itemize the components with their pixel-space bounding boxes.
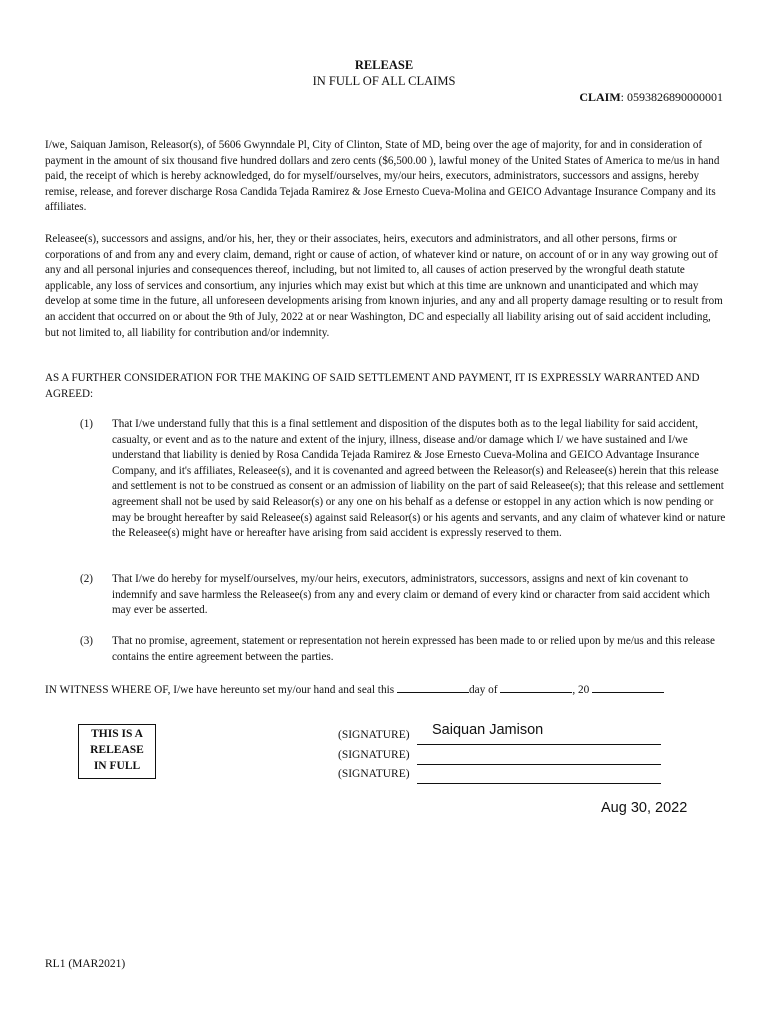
signature-line-2[interactable]: [417, 749, 661, 765]
claim-number: [579, 90, 723, 105]
condition-number: (1): [80, 418, 93, 430]
signature-label: (SIGNATURE): [338, 749, 410, 761]
condition-item: [80, 572, 728, 619]
signature-label: (SIGNATURE): [338, 729, 410, 741]
signature-line-3[interactable]: [417, 768, 661, 784]
condition-text: That I/we do hereby for myself/ourselves, my/our heirs, executors, administrators, successors, assigns and next of kin covenant to indemnify and save harmless the Releasee(s) from any and every claim or demand of every kind or character from said accident which may ever be asserted.: [112, 573, 710, 617]
paragraph-release-consideration: I/we, Saiquan Jamison, Releasor(s), of 5606 Gwynndale Pl, City of Clinton, State of MD, being over the age of majority, for and in consideration of payment in the amount of six thousand five hundred dollars and zero cents ($6,500.00 ), lawful money of the United States of America to me/us in hand paid, the receipt of which is hereby acknowledged, do for myself/ourselves, my/our heirs, executors, administrators, successors and assigns, hereby remise, release, and forever discharge Rosa Candida Tejada Ramirez & Jose Ernesto Cueva-Molina and GEICO Advantage Insurance Company and its affiliates.: [45, 139, 720, 214]
witness-text: IN WITNESS WHERE OF, I/we have hereunto set my/our hand and seal this: [45, 684, 395, 696]
document-subtitle: IN FULL OF ALL CLAIMS: [312, 74, 456, 88]
signed-date: Aug 30, 2022: [601, 800, 688, 816]
claim-label: CLAIM: [579, 90, 621, 104]
year-prefix-text: , 20: [572, 684, 590, 696]
signature-label: (SIGNATURE): [338, 768, 410, 780]
condition-item: [80, 634, 728, 665]
witness-line: [45, 681, 664, 698]
document-title: RELEASE: [354, 58, 414, 72]
condition-item: [80, 417, 728, 542]
condition-text: That no promise, agreement, statement or representation not herein expressed has been made to or relied upon by me/us and this release contains the entire agreement between the parties.: [112, 635, 715, 663]
condition-number: (2): [80, 573, 93, 585]
release-box-line: RELEASE: [90, 744, 144, 756]
release-in-full-box: [78, 724, 156, 779]
year-blank[interactable]: [592, 681, 664, 693]
paragraph-releasees: Releasee(s), successors and assigns, and/or his, her, they or their associates, heirs, executors and administrators, and all other persons, firms or corporations of and from any and every claim, demand, right or cause of action, of whatever kind or nature, on account of or in any way growing out of any and all personal injuries and consequences thereof, including, but not limited to, all causes of action preserved by the wrongful death statute applicable, any loss of services and consortium, any injuries which may exist but which at this time are unknown and unanticipated and which may develop at some time in the future, all unforeseen developments arising from known injuries, and any and all property damage resulting or to result from an accident that occurred on or about the 9th of July, 2022 at or near Washington, DC and especially all liability arising out of said accident including, but not limited to, all liability for contribution and/or indemnity.: [45, 233, 723, 339]
release-box-line: IN FULL: [93, 760, 141, 772]
form-code: RL1 (MAR2021): [45, 958, 126, 970]
paragraph-further-consideration: AS A FURTHER CONSIDERATION FOR THE MAKING OF SAID SETTLEMENT AND PAYMENT, IT IS EXPRESSLY WARRANTED AND AGREED:: [45, 372, 700, 400]
day-of-text: day of: [468, 684, 498, 696]
release-box-line: THIS IS A: [91, 728, 143, 740]
condition-number: (3): [80, 635, 93, 647]
month-blank[interactable]: [500, 681, 572, 693]
claim-value: : 0593826890000001: [620, 90, 723, 104]
day-blank[interactable]: [397, 681, 469, 693]
signer-name: Saiquan Jamison: [432, 722, 544, 738]
condition-text: That I/we understand fully that this is a final settlement and disposition of the disputes both as to the legal liability for said accident, casualty, or event and as to the nature and extent of the injury, illness, disease and/or damage which I/ we have sustained and I/we understand that liability is denied by Rosa Candida Tejada Ramirez & Jose Ernesto Cueva-Molina and GEICO Advantage Insurance Company, and it's affiliates, Releasee(s), and it is covenanted and agreed between the Releasor(s) and Releasee(s) herein that this release and settlement is not to be construed as consent or an admission of liability on the part of said Releasee(s); that this release and settlement agreement shall not be used by said Releasor(s) or any one on his behalf as a defense or estoppel in any action which is now pending or may be brought hereafter by said Releasee(s) against said Releasor(s) or his agents and servants, and any claim of whatever kind or nature the Releasee(s) might have or hereafter have arising from said accident is expressly reserved to them.: [112, 418, 726, 540]
